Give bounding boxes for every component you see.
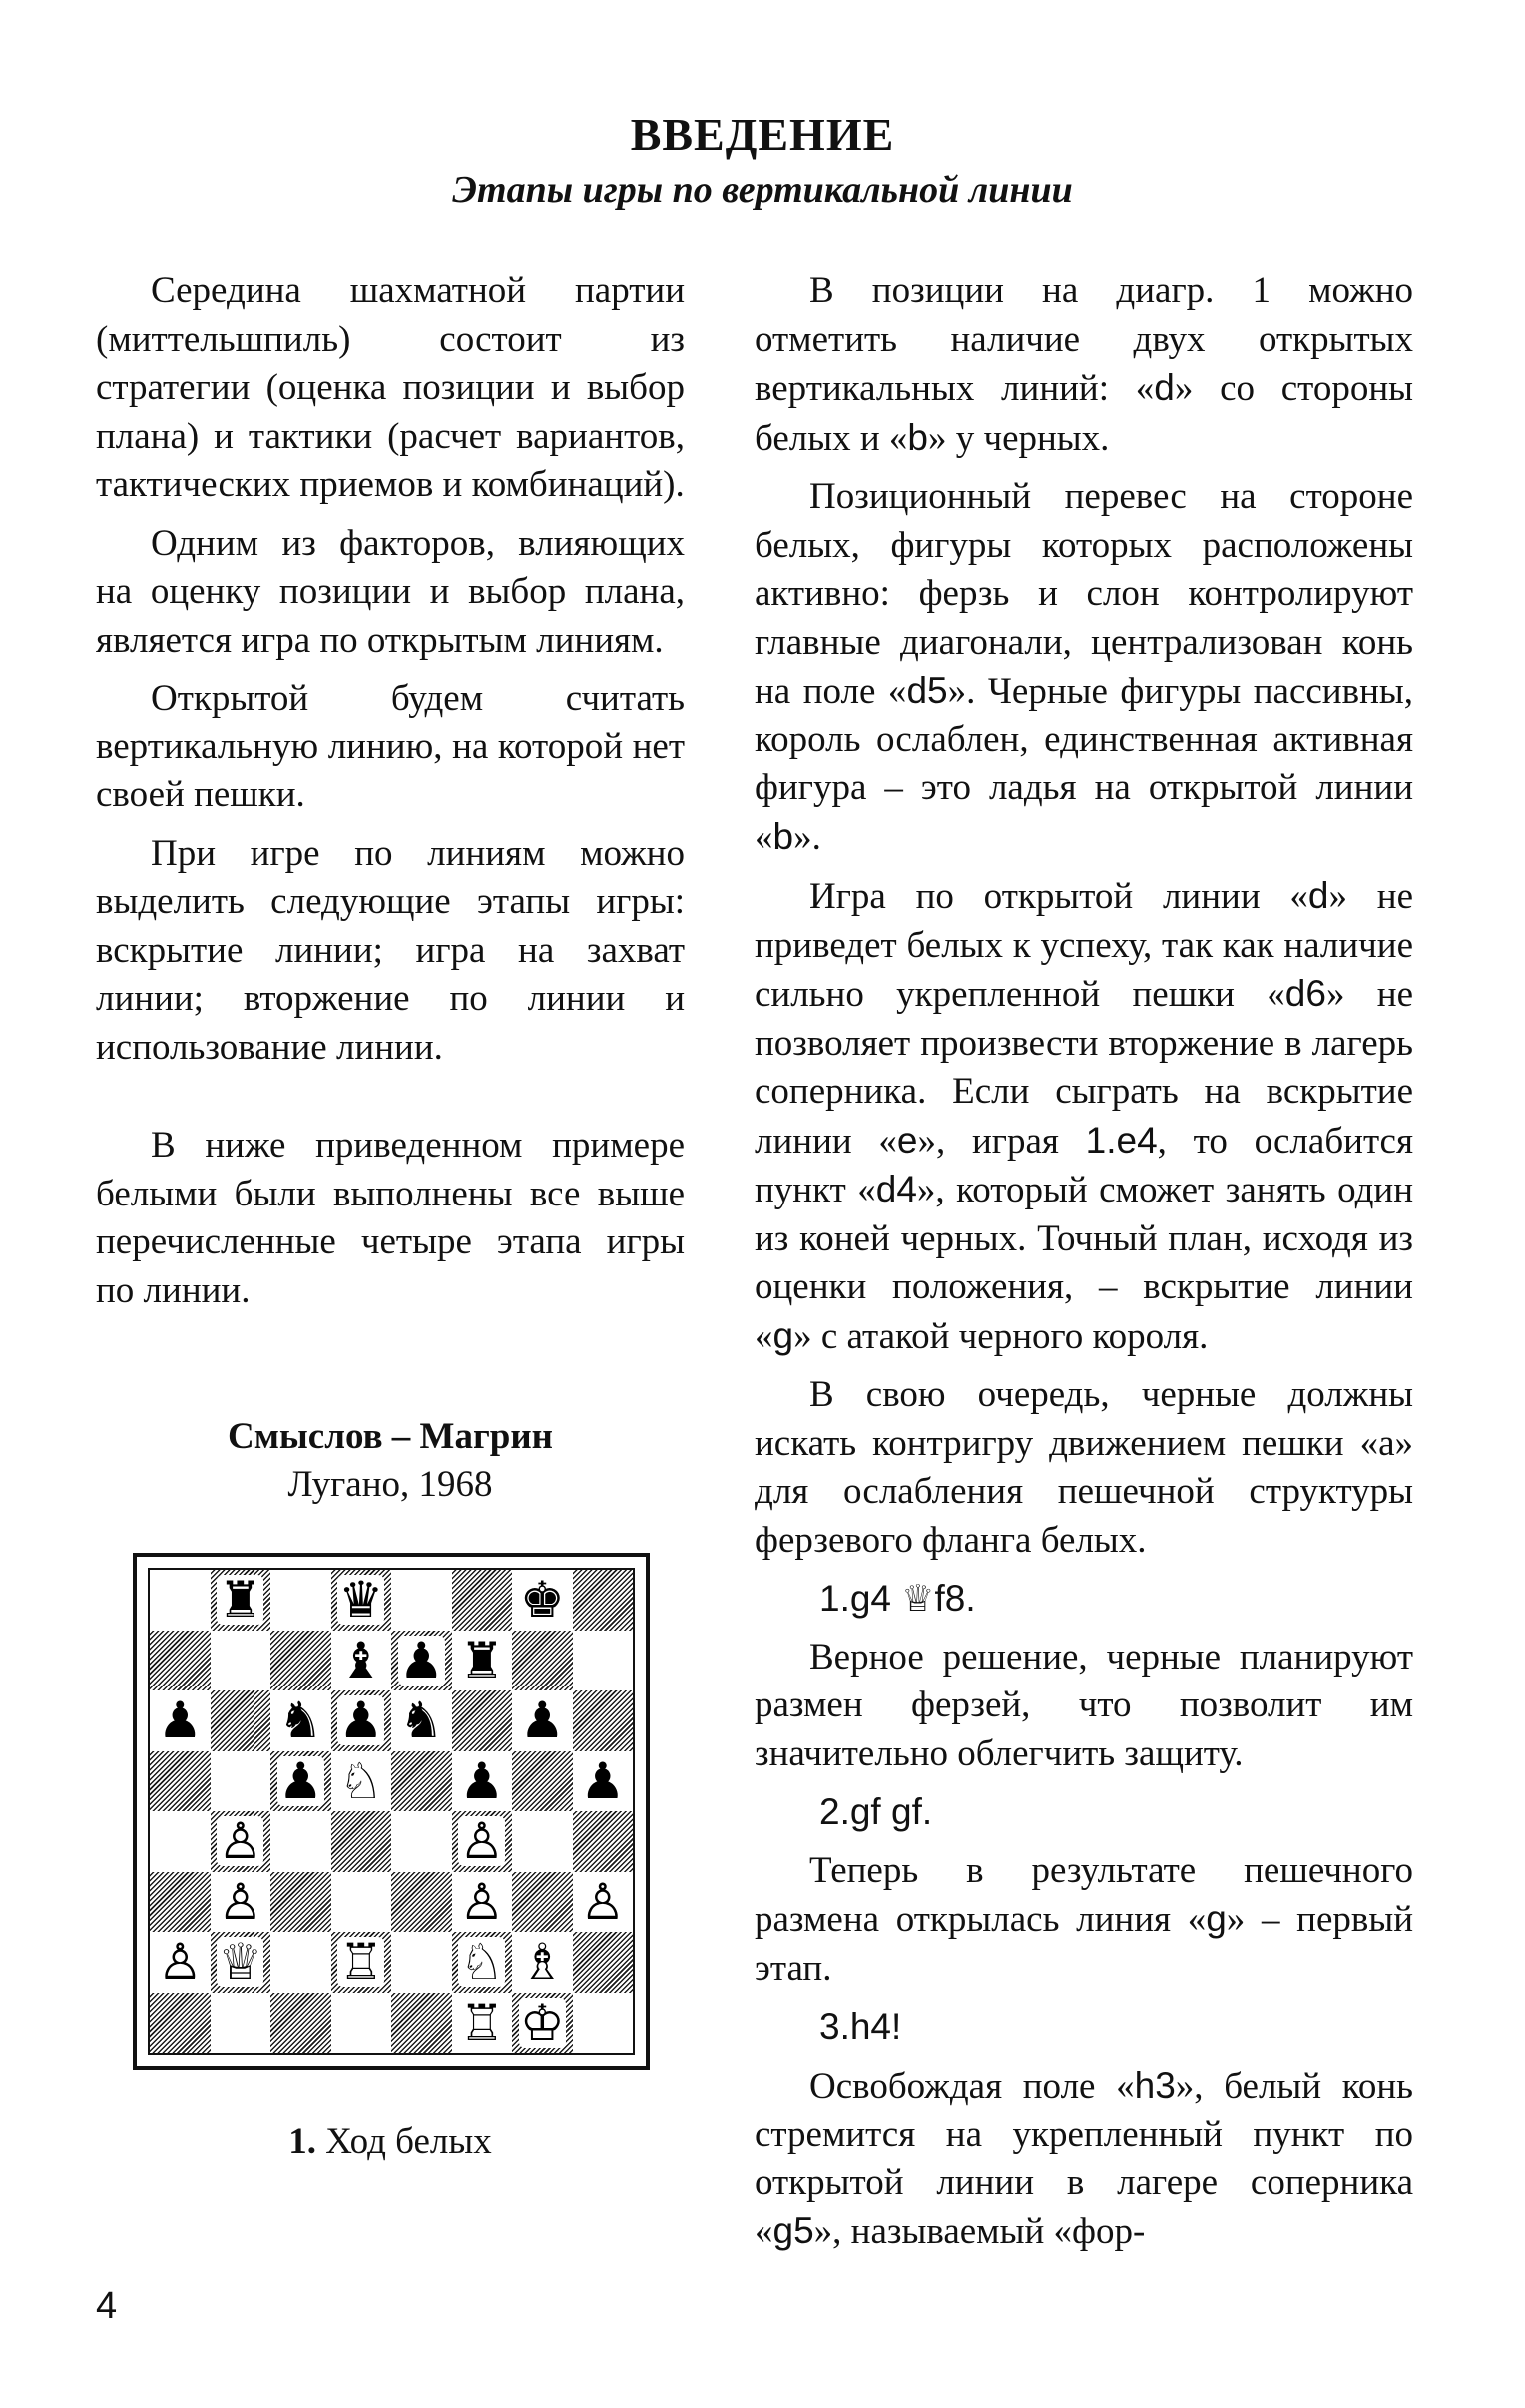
diagram-caption	[96, 2120, 685, 2163]
paragraph: Игра по открытой линии «d» не приведет белых к успеху, так как наличие сильно укрепленной пешки «d6» не позволяет произвести вторжение в лагерь соперника. Если сыграть на вскрытие линии «e», играя 1.e4, то ослабится пункт «d4», который сможет занять один из коней черных. Точный план, исходя из оценки положения, – вскрытие линии «g» с атакой черного короля.	[755, 875, 1414, 1357]
board-square	[270, 1631, 331, 1691]
board-square	[270, 1872, 331, 1933]
chess-piece: ♙	[218, 1812, 263, 1871]
chess-board	[148, 1568, 635, 2055]
diagram-caption-text: Ход белых	[325, 2121, 492, 2162]
chess-piece: ♖	[338, 1933, 384, 1992]
move-line: 2.gf gf.	[819, 1791, 933, 1832]
board-square	[391, 1631, 452, 1691]
board-square	[331, 1993, 392, 2054]
board-square	[512, 1993, 573, 2054]
board-square	[452, 1751, 513, 1812]
board-square	[270, 1751, 331, 1812]
right-column	[755, 267, 1413, 2267]
board-square	[150, 1570, 211, 1631]
board-square	[150, 1872, 211, 1933]
board-square	[211, 1631, 271, 1691]
board-square	[573, 1570, 634, 1631]
board-square	[452, 1932, 513, 1993]
chess-piece: ♟	[519, 1691, 565, 1750]
board-square	[150, 1751, 211, 1812]
chapter-title: ВВЕДЕНИЕ	[630, 109, 895, 160]
paragraph: В свою очередь, черные должны искать контригру движением пешки «а» для ослабления пешечной структуры ферзевого фланга белых.	[755, 1374, 1413, 1561]
chess-piece: ♟	[277, 1751, 323, 1810]
board-square	[452, 1690, 513, 1751]
game-event: Лугано, 1968	[287, 1464, 493, 1505]
board-square	[573, 1631, 634, 1691]
board-square	[573, 1751, 634, 1812]
board-square	[150, 1690, 211, 1751]
chess-piece: ♟	[398, 1631, 444, 1689]
board-square	[573, 1872, 634, 1933]
board-square	[512, 1690, 573, 1751]
board-square	[270, 1570, 331, 1631]
board-square	[573, 1993, 634, 2054]
board-square	[211, 1751, 271, 1812]
chess-piece: ♟	[338, 1691, 384, 1750]
board-square	[452, 1570, 513, 1631]
board-square	[391, 1570, 452, 1631]
board-square	[331, 1811, 392, 1872]
chess-piece: ♟	[157, 1691, 203, 1750]
chess-piece: ♕	[218, 1933, 263, 1992]
move-line: 1.g4 ♕f8.	[819, 1578, 976, 1619]
board-square	[452, 1811, 513, 1872]
board-square	[331, 1631, 392, 1691]
board-square	[452, 1993, 513, 2054]
board-square	[512, 1932, 573, 1993]
board-square	[391, 1872, 452, 1933]
board-square	[512, 1570, 573, 1631]
board-square	[391, 1751, 452, 1812]
board-square	[391, 1690, 452, 1751]
board-square	[211, 1690, 271, 1751]
chess-piece: ♛	[338, 1571, 384, 1630]
paragraph: Верное решение, черные планируют размен ферзей, что позволит им значительно облегчить защиту.	[755, 1636, 1413, 1774]
board-square	[573, 1690, 634, 1751]
chess-piece: ♜	[459, 1631, 505, 1689]
board-square	[512, 1811, 573, 1872]
chess-piece: ♚	[519, 1571, 565, 1630]
board-square	[150, 1993, 211, 2054]
chess-piece: ♘	[338, 1751, 384, 1810]
board-square	[331, 1872, 392, 1933]
game-players: Смыслов – Магрин	[228, 1416, 553, 1457]
board-square	[270, 1932, 331, 1993]
paragraph: Позиционный перевес на стороне белых, фигуры которых расположены активно: ферзь и слон контролируют главные диагонали, централизован конь на поле «d5». Черные фигуры пассивны, король ослаблен, единственная активная фигура – это ладья на открытой линии «b».	[755, 476, 1413, 858]
left-column	[96, 267, 685, 1325]
board-square	[331, 1570, 392, 1631]
paragraph: При игре по линиям можно выделить следующие этапы игры: вскрытие линии; игра на захват линии; вторжение по линии и использование линии.	[96, 832, 685, 1068]
board-square	[391, 1993, 452, 2054]
board-square	[331, 1932, 392, 1993]
diagram-number: 1.	[288, 2121, 316, 2162]
paragraph: Теперь в результате пешечного размена открылась линия «g» – первый этап.	[755, 1849, 1413, 1989]
board-square	[452, 1872, 513, 1933]
chess-piece: ♘	[459, 1933, 505, 1992]
chess-piece: ♙	[580, 1872, 626, 1931]
chess-piece: ♙	[157, 1933, 203, 1992]
chess-piece: ♞	[277, 1691, 323, 1750]
chess-piece: ♖	[459, 1993, 505, 2052]
paragraph: В ниже приведенном примере белыми были выполнены все выше перечисленные четыре этапа игры по линии.	[96, 1125, 685, 1311]
page-number: 4	[96, 2285, 118, 2327]
chess-piece: ♟	[459, 1751, 505, 1810]
paragraph: Одним из факторов, влияющих на оценку позиции и выбор плана, является игра по открытым линиям.	[96, 522, 685, 661]
board-square	[150, 1811, 211, 1872]
chess-piece: ♔	[519, 1993, 565, 2052]
paragraph: Середина шахматной партии (миттельшпиль) состоит из стратегии (оценка позиции и выбор плана) и тактики (расчет вариантов, тактических приемов и комбинаций).	[96, 270, 685, 505]
paragraph: Освобождая поле «h3», белый конь стремится на укрепленный пункт по открытой линии в лагере соперника «g5», называемый «фор-	[755, 2064, 1414, 2252]
chess-piece: ♜	[218, 1571, 263, 1630]
board-square	[331, 1751, 392, 1812]
section-subtitle: Этапы игры по вертикальной линии	[452, 169, 1073, 211]
board-square	[512, 1751, 573, 1812]
board-square	[150, 1932, 211, 1993]
chess-piece: ♟	[580, 1751, 626, 1810]
board-square	[512, 1872, 573, 1933]
paragraph: В позиции на диагр. 1 можно отметить наличие двух открытых вертикальных линий: «d» со стороны белых и «b» у черных.	[755, 270, 1413, 459]
board-square	[391, 1932, 452, 1993]
paragraph: Открытой будем считать вертикальную линию, на которой нет своей пешки.	[96, 678, 685, 815]
board-square	[270, 1993, 331, 2054]
board-square	[331, 1690, 392, 1751]
board-square	[211, 1993, 271, 2054]
move-line: 3.h4!	[819, 2006, 902, 2047]
board-square	[270, 1811, 331, 1872]
chess-piece: ♙	[218, 1872, 263, 1931]
chess-piece: ♞	[398, 1691, 444, 1750]
chess-piece: ♙	[459, 1812, 505, 1871]
board-square	[391, 1811, 452, 1872]
board-square	[150, 1631, 211, 1691]
board-square	[211, 1811, 271, 1872]
board-square	[452, 1631, 513, 1691]
chess-piece: ♙	[459, 1872, 505, 1931]
board-square	[211, 1570, 271, 1631]
board-square	[211, 1932, 271, 1993]
board-square	[211, 1872, 271, 1933]
chess-piece: ♝	[338, 1631, 384, 1689]
chess-piece: ♗	[519, 1933, 565, 1992]
board-square	[270, 1690, 331, 1751]
board-square	[512, 1631, 573, 1691]
board-square	[573, 1932, 634, 1993]
board-square	[573, 1811, 634, 1872]
